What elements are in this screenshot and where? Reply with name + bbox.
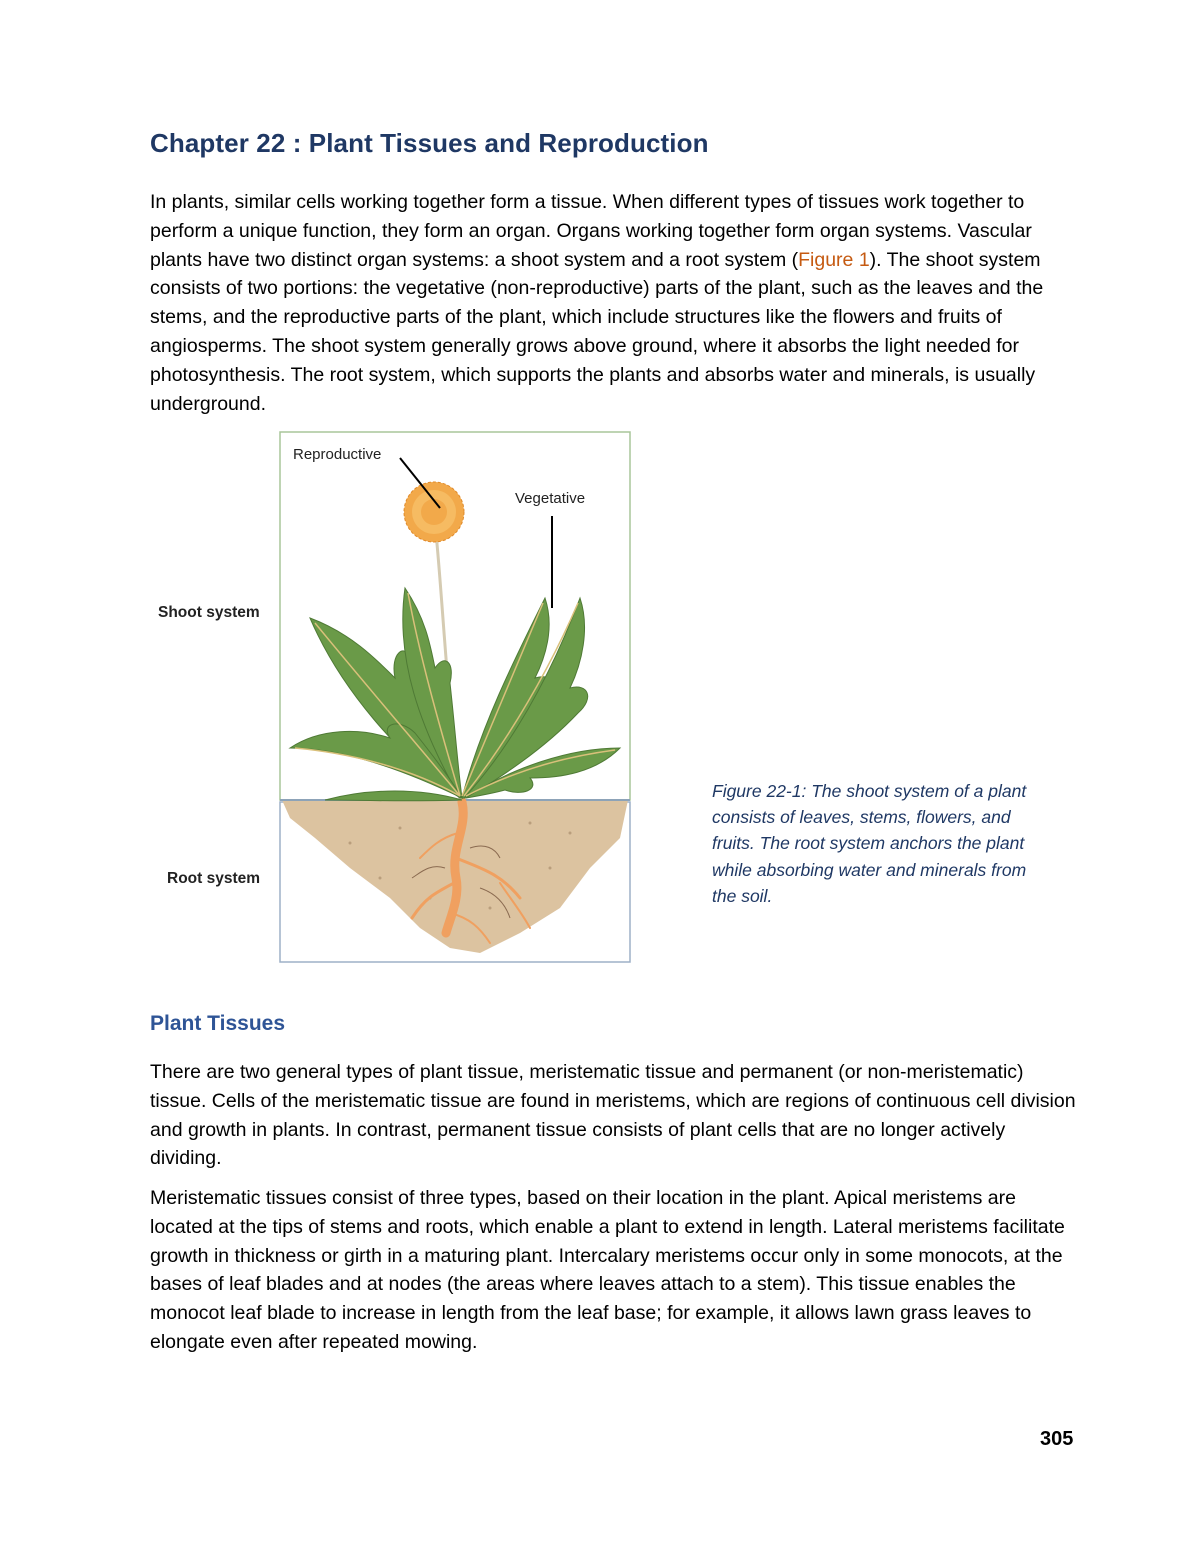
plant-organ-systems-figure [150,428,640,968]
root-system-label: Root system [167,870,261,887]
reproductive-label: Reproductive [293,446,382,463]
intro-text-end: ). The shoot system consists of two portions: the vegetative (non-reproductive) parts of the plant, such as the leaves and the stems, and the reproductive parts of the plant, which include structures like the flowers and fruits of angiosperms. The shoot system generally grows above ground, where it absorbs the light needed for photosynthesis. The root system, which supports the plants and absorbs water and minerals, is usually underground. [150,248,1044,415]
vegetative-label: Vegetative [515,490,586,507]
intro-text-start: In plants, similar cells working together form a tissue. When different types of tissues work together to perform a unique function, they form an organ. Organs working together form organ systems. Vascular plants have two distinct organ systems: a shoot system and a root system ( [150,191,1032,271]
figure-reference-link[interactable]: Figure 1 [798,248,870,271]
figure-caption: Figure 22-1: The shoot system of a plant consists of leaves, stems, flowers, and fruits. The root system anchors the plant while absorbing water and minerals from the soil. [712,781,1027,906]
shoot-system-label: Shoot system [158,604,260,621]
intro-paragraph [150,188,1080,418]
flower-head [404,482,464,542]
section-paragraph-2: Meristematic tissues consist of three types, based on their location in the plant. Apical meristems are located at the tips of stems and roots, which enable a plant to extend in length. Lateral meristems facilitate growth in thickness or girth in a maturing plant. Intercalary meristems occur only in some monocots, at the bases of leaf blades and at nodes (the areas where leaves attach to a stem). This tissue enables the monocot leaf blade to increase in length from the leaf base; for example, it allows lawn grass leaves to elongate even after repeated mowing. [150,1187,1065,1353]
page-number: 305 [1040,1428,1074,1450]
section-heading: Plant Tissues [150,1012,286,1035]
section-paragraph-1: There are two general types of plant tissue, meristematic tissue and permanent (or non-meristematic) tissue. Cells of the meristematic tissue are found in meristems, which are regions of continuous cell division and growth in plants. In contrast, permanent tissue consists of plant cells that are no longer actively dividing. [150,1061,1076,1170]
chapter-title: Chapter 22 : Plant Tissues and Reproduction [150,128,709,158]
